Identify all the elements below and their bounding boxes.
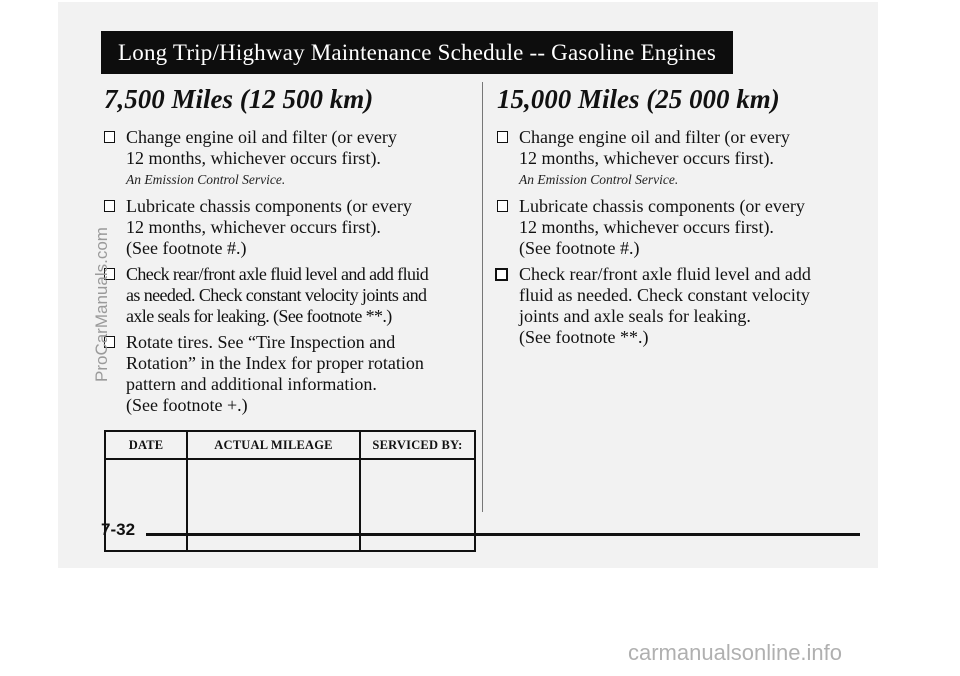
page-number: 7-32: [101, 520, 136, 539]
interval-heading-15000: 15,000 Miles (25 000 km): [497, 84, 780, 114]
checklist-item-lubricate: Lubricate chassis components (or every 12 months, whichever occurs first). (See footnote #.): [497, 196, 869, 259]
footer-rule: [146, 533, 860, 536]
checklist-item-rotate-tires: Rotate tires. See “Tire Inspection and Rotation” in the Index for proper rotation pattern and additional information. (See footnote +.): [104, 332, 476, 416]
table-header-date: DATE: [105, 431, 187, 459]
section-banner: Long Trip/Highway Maintenance Schedule -- Gasoline Engines: [101, 31, 733, 74]
checklist-item-lubricate: Lubricate chassis components (or every 12 months, whichever occurs first). (See footnote #.): [104, 196, 476, 259]
table-header-serviced-by: SERVICED BY:: [360, 431, 475, 459]
left-column: [104, 84, 476, 552]
checklist-item-oil-change: Change engine oil and filter (or every 12 months, whichever occurs first).: [104, 127, 476, 169]
serviced-by-cell: [360, 459, 475, 551]
checkbox-icon: [104, 200, 115, 212]
checklist-item-oil-change: Change engine oil and filter (or every 12 months, whichever occurs first).: [497, 127, 869, 169]
checkbox-icon: [495, 268, 508, 281]
emission-note: An Emission Control Service.: [519, 172, 679, 187]
mileage-cell: [187, 459, 360, 551]
interval-heading-7500: 7,500 Miles (12 500 km): [104, 84, 374, 114]
table-header-mileage: ACTUAL MILEAGE: [187, 431, 360, 459]
checkbox-icon: [497, 131, 508, 143]
bottom-watermark: carmanualsonline.info: [628, 640, 843, 665]
emission-note: An Emission Control Service.: [126, 172, 286, 187]
table-row: [105, 459, 475, 551]
checklist-item-axle-fluid: Check rear/front axle fluid level and add fluid as needed. Check constant velocity joints and axle seals for leaking. (See footnote **.): [497, 264, 869, 348]
checkbox-icon: [104, 131, 115, 143]
column-divider: [482, 82, 483, 512]
checkbox-icon: [497, 200, 508, 212]
side-watermark: ProCarManuals.com: [92, 227, 111, 382]
checklist-item-axle-fluid: Check rear/front axle fluid level and add fluid as needed. Check constant velocity joints and axle seals for leaking. (See footnote **.): [104, 264, 476, 327]
right-column: [497, 84, 869, 353]
